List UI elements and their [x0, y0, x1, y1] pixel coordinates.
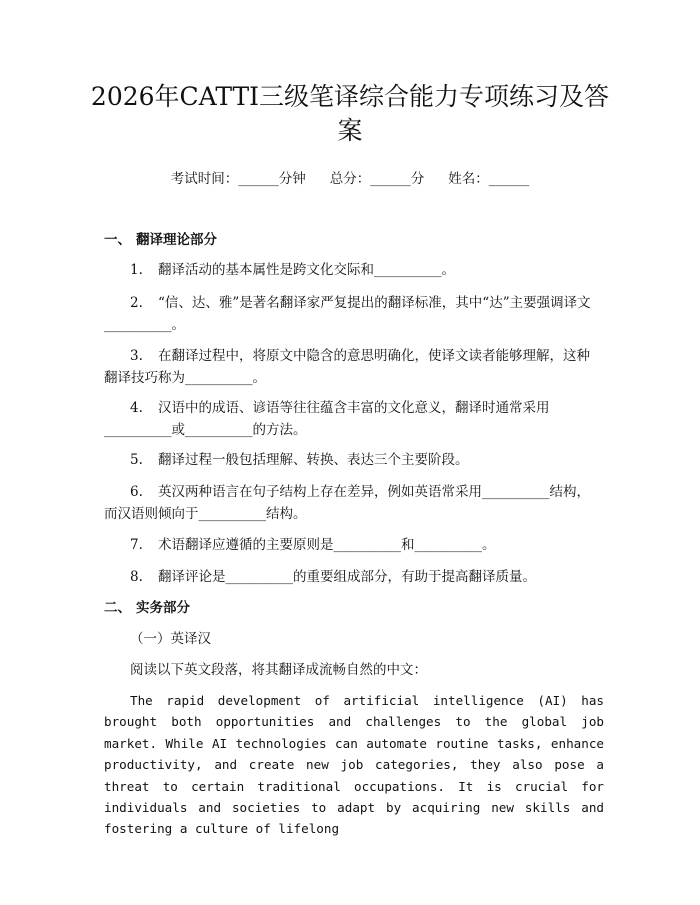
instruction-text: 阅读以下英文段落，将其翻译成流畅自然的中文： [130, 662, 427, 678]
section-title: 实务部分 [136, 600, 190, 616]
question-item [104, 345, 594, 389]
question-item [104, 566, 594, 588]
section-number: 二、 [104, 600, 131, 616]
question-text: 翻译过程一般包括理解、转换、表达三个主要阶段。 [158, 452, 469, 468]
question-item [104, 259, 594, 281]
question-text: “信、达、雅”是著名翻译家严复提出的翻译标准，其中“达”主要强调译文__________。 [104, 295, 591, 333]
question-number: 4. [130, 400, 143, 416]
section-number: 一、 [104, 232, 131, 248]
question-number: 8. [130, 569, 143, 585]
question-text: 翻译活动的基本属性是跨文化交际和__________。 [158, 262, 455, 278]
question-number: 1. [130, 262, 143, 278]
section-title: 翻译理论部分 [136, 232, 217, 248]
page-title: 2026年CATTI三级笔译综合能力专项练习及答案 [90, 82, 610, 145]
section-heading-practice [104, 599, 190, 617]
section-heading-theory [104, 231, 217, 249]
question-text: 在翻译过程中，将原文中隐含的意思明确化，使译文读者能够理解，这种翻译技巧称为__________。 [104, 348, 590, 386]
question-text: 汉语中的成语、谚语等往往蕴含丰富的文化意义，翻译时通常采用__________或__________的方法。 [104, 400, 550, 438]
question-item [104, 397, 594, 441]
question-number: 5. [130, 452, 143, 468]
english-passage: The rapid development of artificial intelligence (AI) has brought both opportunities and challenges to the global job market. While AI technologies can automate routine tasks, enhance productivity, and create new job categories, they also pose a threat to certain traditional occupations. It is crucial for individuals and societies to adapt by acquiring new skills and fostering a culture of lifelong [104, 693, 604, 837]
question-number: 6. [130, 484, 143, 500]
name-field: 姓名：______ [448, 171, 530, 187]
question-item [104, 534, 594, 556]
question-number: 3. [130, 348, 143, 364]
question-text: 术语翻译应遵循的主要原则是__________和__________。 [158, 537, 496, 553]
question-text: 翻译评论是__________的重要组成部分，有助于提高翻译质量。 [158, 569, 536, 585]
question-item [104, 449, 594, 471]
question-item [104, 481, 594, 525]
exam-info-line [0, 170, 700, 188]
subsection-heading: （一）英译汉 [130, 631, 211, 647]
total-score-field: 总分：______分 [329, 171, 425, 187]
question-number: 2. [130, 295, 143, 311]
exam-time-field: 考试时间：______分钟 [170, 171, 306, 187]
question-number: 7. [130, 537, 143, 553]
question-item [104, 292, 594, 336]
question-text: 英汉两种语言在句子结构上存在差异，例如英语常采用__________结构，而汉语则倾向于__________结构。 [104, 484, 590, 522]
